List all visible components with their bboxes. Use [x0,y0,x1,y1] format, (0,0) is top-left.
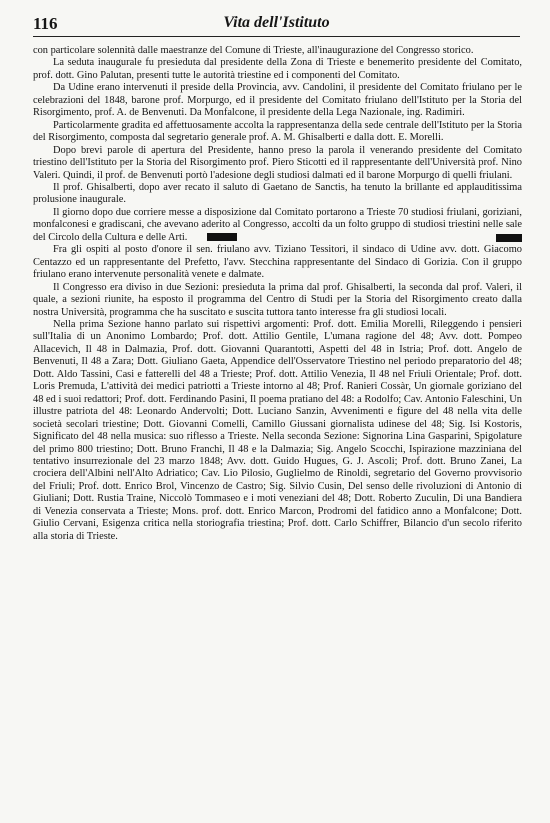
redaction-mark [207,233,237,241]
running-title: Vita dell'Istituto [223,14,330,31]
paragraph: Particolarmente gradita ed affettuosamente accolta la rappresentanza della sede centrale dell'Istituto per la Storia del Risorgimento, composta dal segretario generale prof. A. M. Ghisalberti e dalla dott. E. Morelli. [33,119,522,144]
paragraph-text: Il giorno dopo due corriere messe a disposizione dal Comitato portarono a Trieste 70 studiosi friulani, goriziani, monfalconesi e gradiscani, che avevano aderito al Congresso, accolti da un folto gruppo di studiosi triestini nelle sale del Circolo della Cultura e delle Arti. [33,206,522,243]
paragraph: La seduta inaugurale fu presieduta dal presidente della Zona di Trieste e benemerito presidente del Comitato, prof. dott. Gino Palutan, presenti tutte le autorità triestine ed i componenti del Comitato. [33,57,522,81]
page-number: 116 [33,14,58,33]
paragraph: Il prof. Ghisalberti, dopo aver recato il saluto di Gaetano de Sanctis, ha tenuto la brillante ed applauditissima prolusione inaugurale. [33,181,522,206]
paragraph: Fra gli ospiti al posto d'onore il sen. friulano avv. Tiziano Tessitori, il sindaco di Udine avv. dott. Giacomo Centazzo ed un rappresentante del Prefetto, l'avv. Stecchina rappresentante del Sindaco di Gorizia. Con il gruppo friulano erano intervenute personalità venete e dalmate. [33,244,522,281]
paragraph: Dopo brevi parole di apertura del Presidente, hanno preso la parola il venerando presidente del Comitato triestino dell'Istituto per la Storia del Risorgimento prof. Piero Sticotti ed il rappresentante dell'Università prof. Nino Valeri. Quindi, il prof. de Benvenuti portò l'adesione degli studiosi dalmati ed il barone Morpurgo di quelli friulani. [33,144,522,181]
paragraph: Il Congresso era diviso in due Sezioni: presieduta la prima dal prof. Ghisalberti, la seconda dal prof. Valeri, il quale, a sezioni riunite, ha esposto il programma del Centro di Studi per la Storia del Risorgimento creato dalla nostra Università, programma che ha suscitato e suscita tuttora tanto interesse fra gli studiosi locali. [33,281,522,318]
redaction-mark [496,234,522,242]
paragraph: con particolare solennità dalle maestranze del Comune di Trieste, all'inaugurazione del Congresso storico. [33,45,474,56]
paragraph: Da Udine erano intervenuti il preside della Provincia, avv. Candolini, il presidente del Comitato friulano per le celebrazioni del 1848, barone prof. Morpurgo, ed il presidente del Comitato friulano dell'Istituto per la Storia del Risorgimento, prof. A. de Benvenuti. Da Monfalcone, il presidente della Lega Nazionale, ing. Radimiri. [33,82,522,119]
paragraph: Nella prima Sezione hanno parlato sui rispettivi argomenti: Prof. dott. Emilia Morelli, Rileggendo i pensieri sull'Italia di un Anonimo Lombardo; Prof. dott. Attilio Gentile, L'umana ragione del 48; Avv. dott. Pompeo Allacevich, Il 48 in Dalmazia, Prof. dott. Giovanni Quarantotti, Aspetti del 48 in Istria; Prof. dott. Angelo de Benvenuti, Il 48 a Zara; Dott. Giuliano Gaeta, Appendice dell'Osservatore Triestino nel periodo preparatorio del 48; Dott. Aldo Tassini, Casi e fatterelli del 48 a Trieste; Prof. dott. Attilio Venezia, Il 48 nel Friuli Orientale; Prof. dott. Loris Premuda, L'attività dei medici patriotti a Trieste intorno al 48; Prof. Ranieri Cossàr, Un giornale goriziano del 48 ed i suoi redattori; Prof. dott. Ferdinando Pasini, Il poema pratiano del 48: a Rodolfo; Cav. Antonio Faleschini, Un illustre patriota del 48: Leonardo Andervolti; Dott. Luciano Sanzin, Avvenimenti e figure del 48 nella vita delle società secolari triestine; Dott. Giovanni Comelli, Camillo Giussani giornalista udinese del 48; Sig. Isi Kostoris, Significato del 48 nella musica: suo riflesso a Trieste. Nella seconda Sezione: Signorina Lina Gasparini, Spigolature del primo 800 triestino; Dott. Bruno Franchi, Il 48 e la Dalmazia; Sig. Angelo Scocchi, Ispirazione mazziniana del tentativo insurrezionale del 23 marzo 1848; Avv. dott. Guido Hugues, G. J. Ascoli; Prof. dott. Bruno Zanei, La crociera dell'Albini nell'Alto Adriatico; Cav. Lio Pilosio, Guglielmo de Rinoldi, segretario del Governo provvisorio del Friuli; Prof. dott. Enrico Brol, Vincenzo de Castro; Sig. Silvio Cusin, Del senso delle rivoluzioni di Antonio di Giuliani; Dott. Rustia Traine, Niccolò Tommaseo e i moti veneziani del 48; Dott. Roberto Zuculin, Di una Bandiera di Venezia conservata a Trieste; Mons. prof. dott. Enrico Marcon, Prodromi del fatidico anno a Monfalcone; Dott. Giulio Cervani, Esigenza critica nella storiografia triestina; Prof. dott. Carlo Schiffrer, Bilancio d'un secolo riferito alla storia di Trieste. [33,318,522,542]
paragraph-with-redaction [33,207,522,244]
body-text [33,45,522,543]
page-header [33,14,520,37]
